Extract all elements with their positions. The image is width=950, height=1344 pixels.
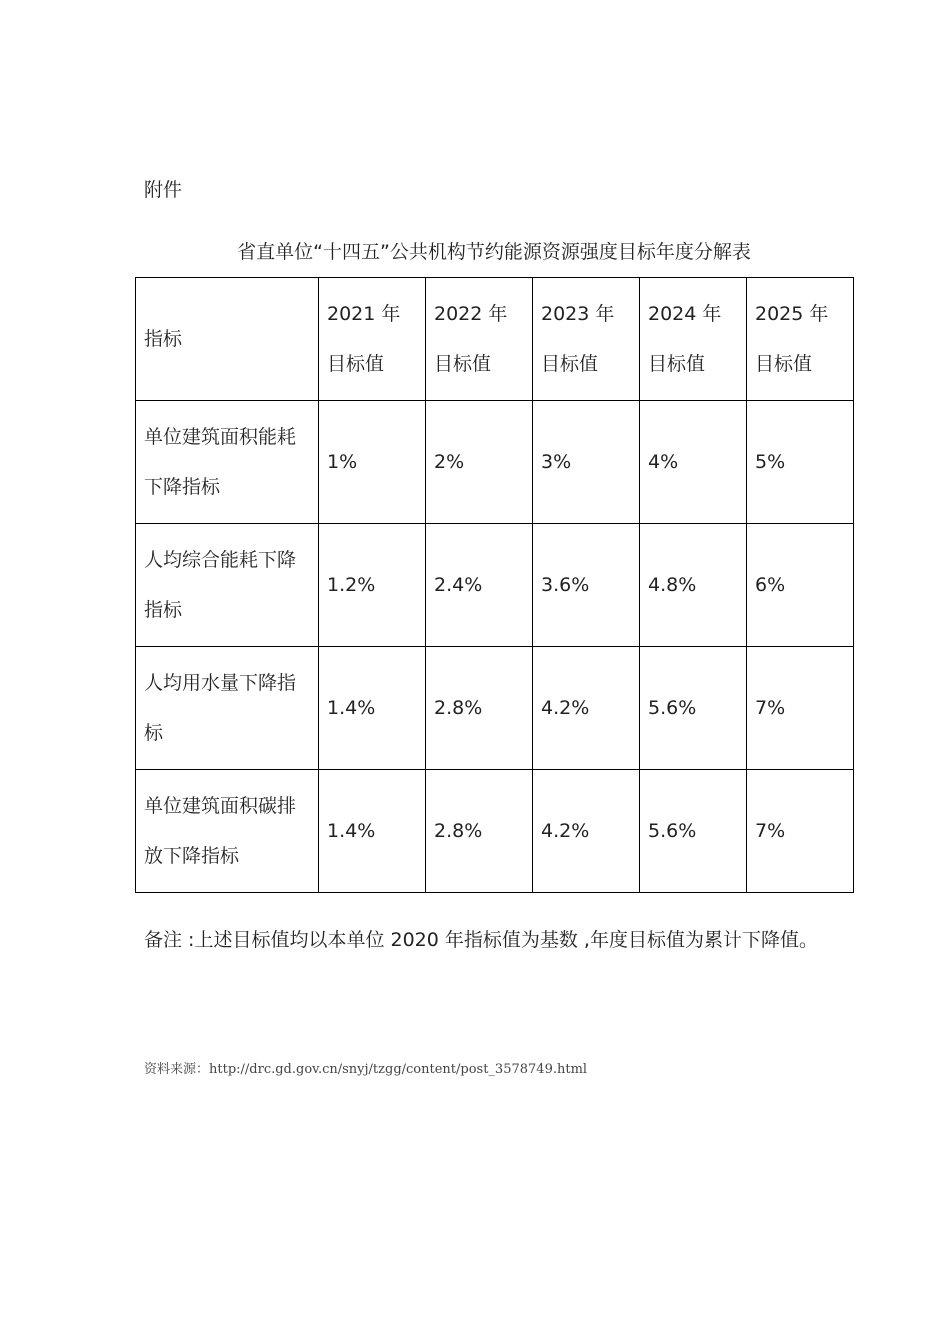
table-header-row: [136, 278, 854, 401]
header-year-2025: 2025 年目标值: [747, 278, 854, 401]
cell-value: 2.4%: [426, 524, 533, 647]
cell-value: 7%: [747, 647, 854, 770]
table-row: [136, 401, 854, 524]
cell-value: 4%: [640, 401, 747, 524]
row-indicator: 人均用水量下降指标: [136, 647, 319, 770]
cell-value: 1%: [319, 401, 426, 524]
header-indicator: 指标: [136, 278, 319, 401]
header-year-2021: 2021 年目标值: [319, 278, 426, 401]
cell-value: 2.8%: [426, 770, 533, 893]
row-indicator: 单位建筑面积能耗下降指标: [136, 401, 319, 524]
source-citation: 资料来源：http://drc.gd.gov.cn/snyj/tzgg/content/post_3578749.html: [144, 1062, 588, 1077]
attachment-label: 附件: [144, 179, 183, 201]
page-title: 省直单位“十四五”公共机构节约能源资源强度目标年度分解表: [237, 241, 751, 263]
header-year-2024: 2024 年目标值: [640, 278, 747, 401]
cell-value: 3.6%: [533, 524, 640, 647]
cell-value: 1.2%: [319, 524, 426, 647]
row-indicator: 人均综合能耗下降指标: [136, 524, 319, 647]
row-indicator: 单位建筑面积碳排放下降指标: [136, 770, 319, 893]
cell-value: 1.4%: [319, 647, 426, 770]
cell-value: 7%: [747, 770, 854, 893]
header-year-2022: 2022 年目标值: [426, 278, 533, 401]
target-table: [135, 277, 854, 893]
table-row: [136, 770, 854, 893]
cell-value: 5.6%: [640, 647, 747, 770]
header-year-2023: 2023 年目标值: [533, 278, 640, 401]
table-row: [136, 647, 854, 770]
cell-value: 5%: [747, 401, 854, 524]
cell-value: 3%: [533, 401, 640, 524]
cell-value: 1.4%: [319, 770, 426, 893]
cell-value: 2%: [426, 401, 533, 524]
cell-value: 6%: [747, 524, 854, 647]
table-note: 备注 :上述目标值均以本单位 2020 年指标值为基数 ,年度目标值为累计下降值。: [144, 929, 818, 951]
cell-value: 4.2%: [533, 647, 640, 770]
table-row: [136, 524, 854, 647]
cell-value: 4.8%: [640, 524, 747, 647]
cell-value: 2.8%: [426, 647, 533, 770]
cell-value: 4.2%: [533, 770, 640, 893]
cell-value: 5.6%: [640, 770, 747, 893]
